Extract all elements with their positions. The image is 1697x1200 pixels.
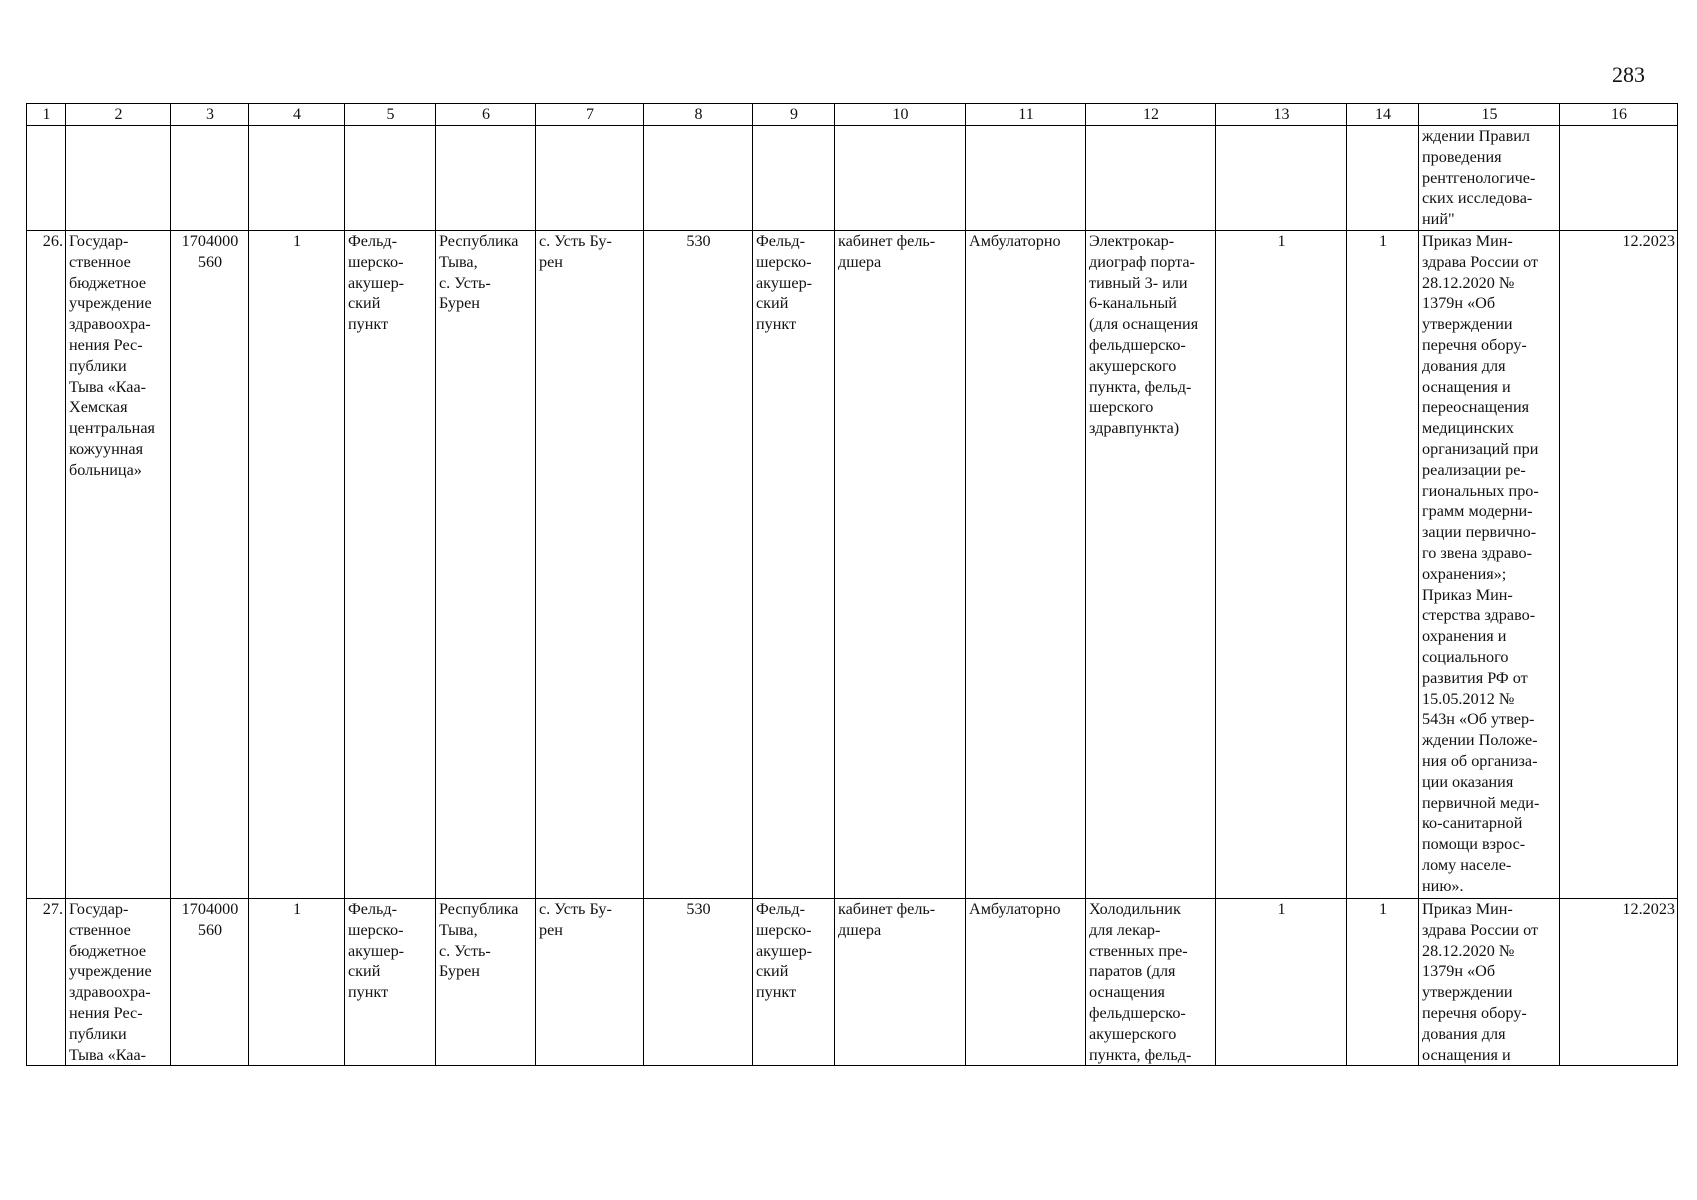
table-row [27, 899, 1678, 1066]
row-number: 27. [27, 899, 66, 1066]
legal-basis-cell: ждении Правил проведения рентгенологиче- ских исследова- ний" [1419, 126, 1560, 231]
organization-cell: Государ- ственное бюджетное учреждение здравоохра- нения Рес- публики Тыва «Каа- Хемская центральная кожуунная больница» [66, 231, 171, 899]
column-header: 9 [753, 104, 835, 126]
column-header: 16 [1560, 104, 1678, 126]
count-planned-cell: 1 [1347, 899, 1419, 1066]
column-header: 14 [1347, 104, 1419, 126]
address-cell: Республика Тыва, с. Усть- Бурен [436, 899, 536, 1066]
settlement-cell: с. Усть Бу- рен [536, 899, 644, 1066]
column-header: 15 [1419, 104, 1560, 126]
column-header: 2 [66, 104, 171, 126]
equipment-cell: Электрокар- диограф порта- тивный 3- или 6-канальный (для оснащения фельдшерско- акушерского пункта, фельд- шерского здравпункта) [1086, 231, 1216, 899]
column-header: 8 [644, 104, 753, 126]
date-cell: 12.2023 [1560, 899, 1678, 1066]
room-cell: кабинет фель- дшера [835, 231, 966, 899]
column-header: 4 [249, 104, 345, 126]
department-cell: Фельд- шерско- акушер- ский пункт [753, 899, 835, 1066]
row-number: 26. [27, 231, 66, 899]
header-row [27, 104, 1678, 126]
quantity-cell: 1 [249, 231, 345, 899]
care-form-cell: Амбулаторно [966, 231, 1086, 899]
legal-basis-cell: Приказ Мин- здрава России от 28.12.2020 № 1379н «Об утверждении перечня обору- дования для оснащения и переоснащения медицинских организаций при реализации ре- гиональных про- грамм модерни- зации первично- го звена здраво- охранения»; Приказ Мин- стерства здраво- охранения и социального развития РФ от 15.05.2012 № 543н «Об утвер- ждении Положе- ния об организа- ции оказания первичной меди- ко-санитарной помощи взрос- лому населе- нию». [1419, 231, 1560, 899]
settlement-cell: с. Усть Бу- рен [536, 231, 644, 899]
column-header: 3 [171, 104, 249, 126]
continuation-row [27, 126, 1678, 231]
code-cell: 1704000 560 [171, 899, 249, 1066]
room-cell: кабинет фель- дшера [835, 899, 966, 1066]
equipment-cell: Холодильник для лекар- ственных пре- паратов (для оснащения фельдшерско- акушерского пункта, фельд- [1086, 899, 1216, 1066]
column-header: 6 [436, 104, 536, 126]
column-header: 7 [536, 104, 644, 126]
legal-basis-cell: Приказ Мин- здрава России от 28.12.2020 № 1379н «Об утверждении перечня обору- дования для оснащения и [1419, 899, 1560, 1066]
address-cell: Республика Тыва, с. Усть- Бурен [436, 231, 536, 899]
department-cell: Фельд- шерско- акушер- ский пункт [753, 231, 835, 899]
quantity-cell: 1 [249, 899, 345, 1066]
population-cell: 530 [644, 899, 753, 1066]
population-cell: 530 [644, 231, 753, 899]
column-header: 11 [966, 104, 1086, 126]
column-header: 5 [345, 104, 436, 126]
unit-type-cell: Фельд- шерско- акушер- ский пункт [345, 899, 436, 1066]
column-header: 12 [1086, 104, 1216, 126]
column-header: 10 [835, 104, 966, 126]
count-required-cell: 1 [1216, 899, 1347, 1066]
care-form-cell: Амбулаторно [966, 899, 1086, 1066]
code-cell: 1704000 560 [171, 231, 249, 899]
equipment-table [26, 103, 1678, 1066]
column-header: 13 [1216, 104, 1347, 126]
count-required-cell: 1 [1216, 231, 1347, 899]
column-header: 1 [27, 104, 66, 126]
page-number: 283 [1612, 62, 1645, 87]
unit-type-cell: Фельд- шерско- акушер- ский пункт [345, 231, 436, 899]
count-planned-cell: 1 [1347, 231, 1419, 899]
date-cell: 12.2023 [1560, 231, 1678, 899]
table-row [27, 231, 1678, 899]
organization-cell: Государ- ственное бюджетное учреждение здравоохра- нения Рес- публики Тыва «Каа- [66, 899, 171, 1066]
